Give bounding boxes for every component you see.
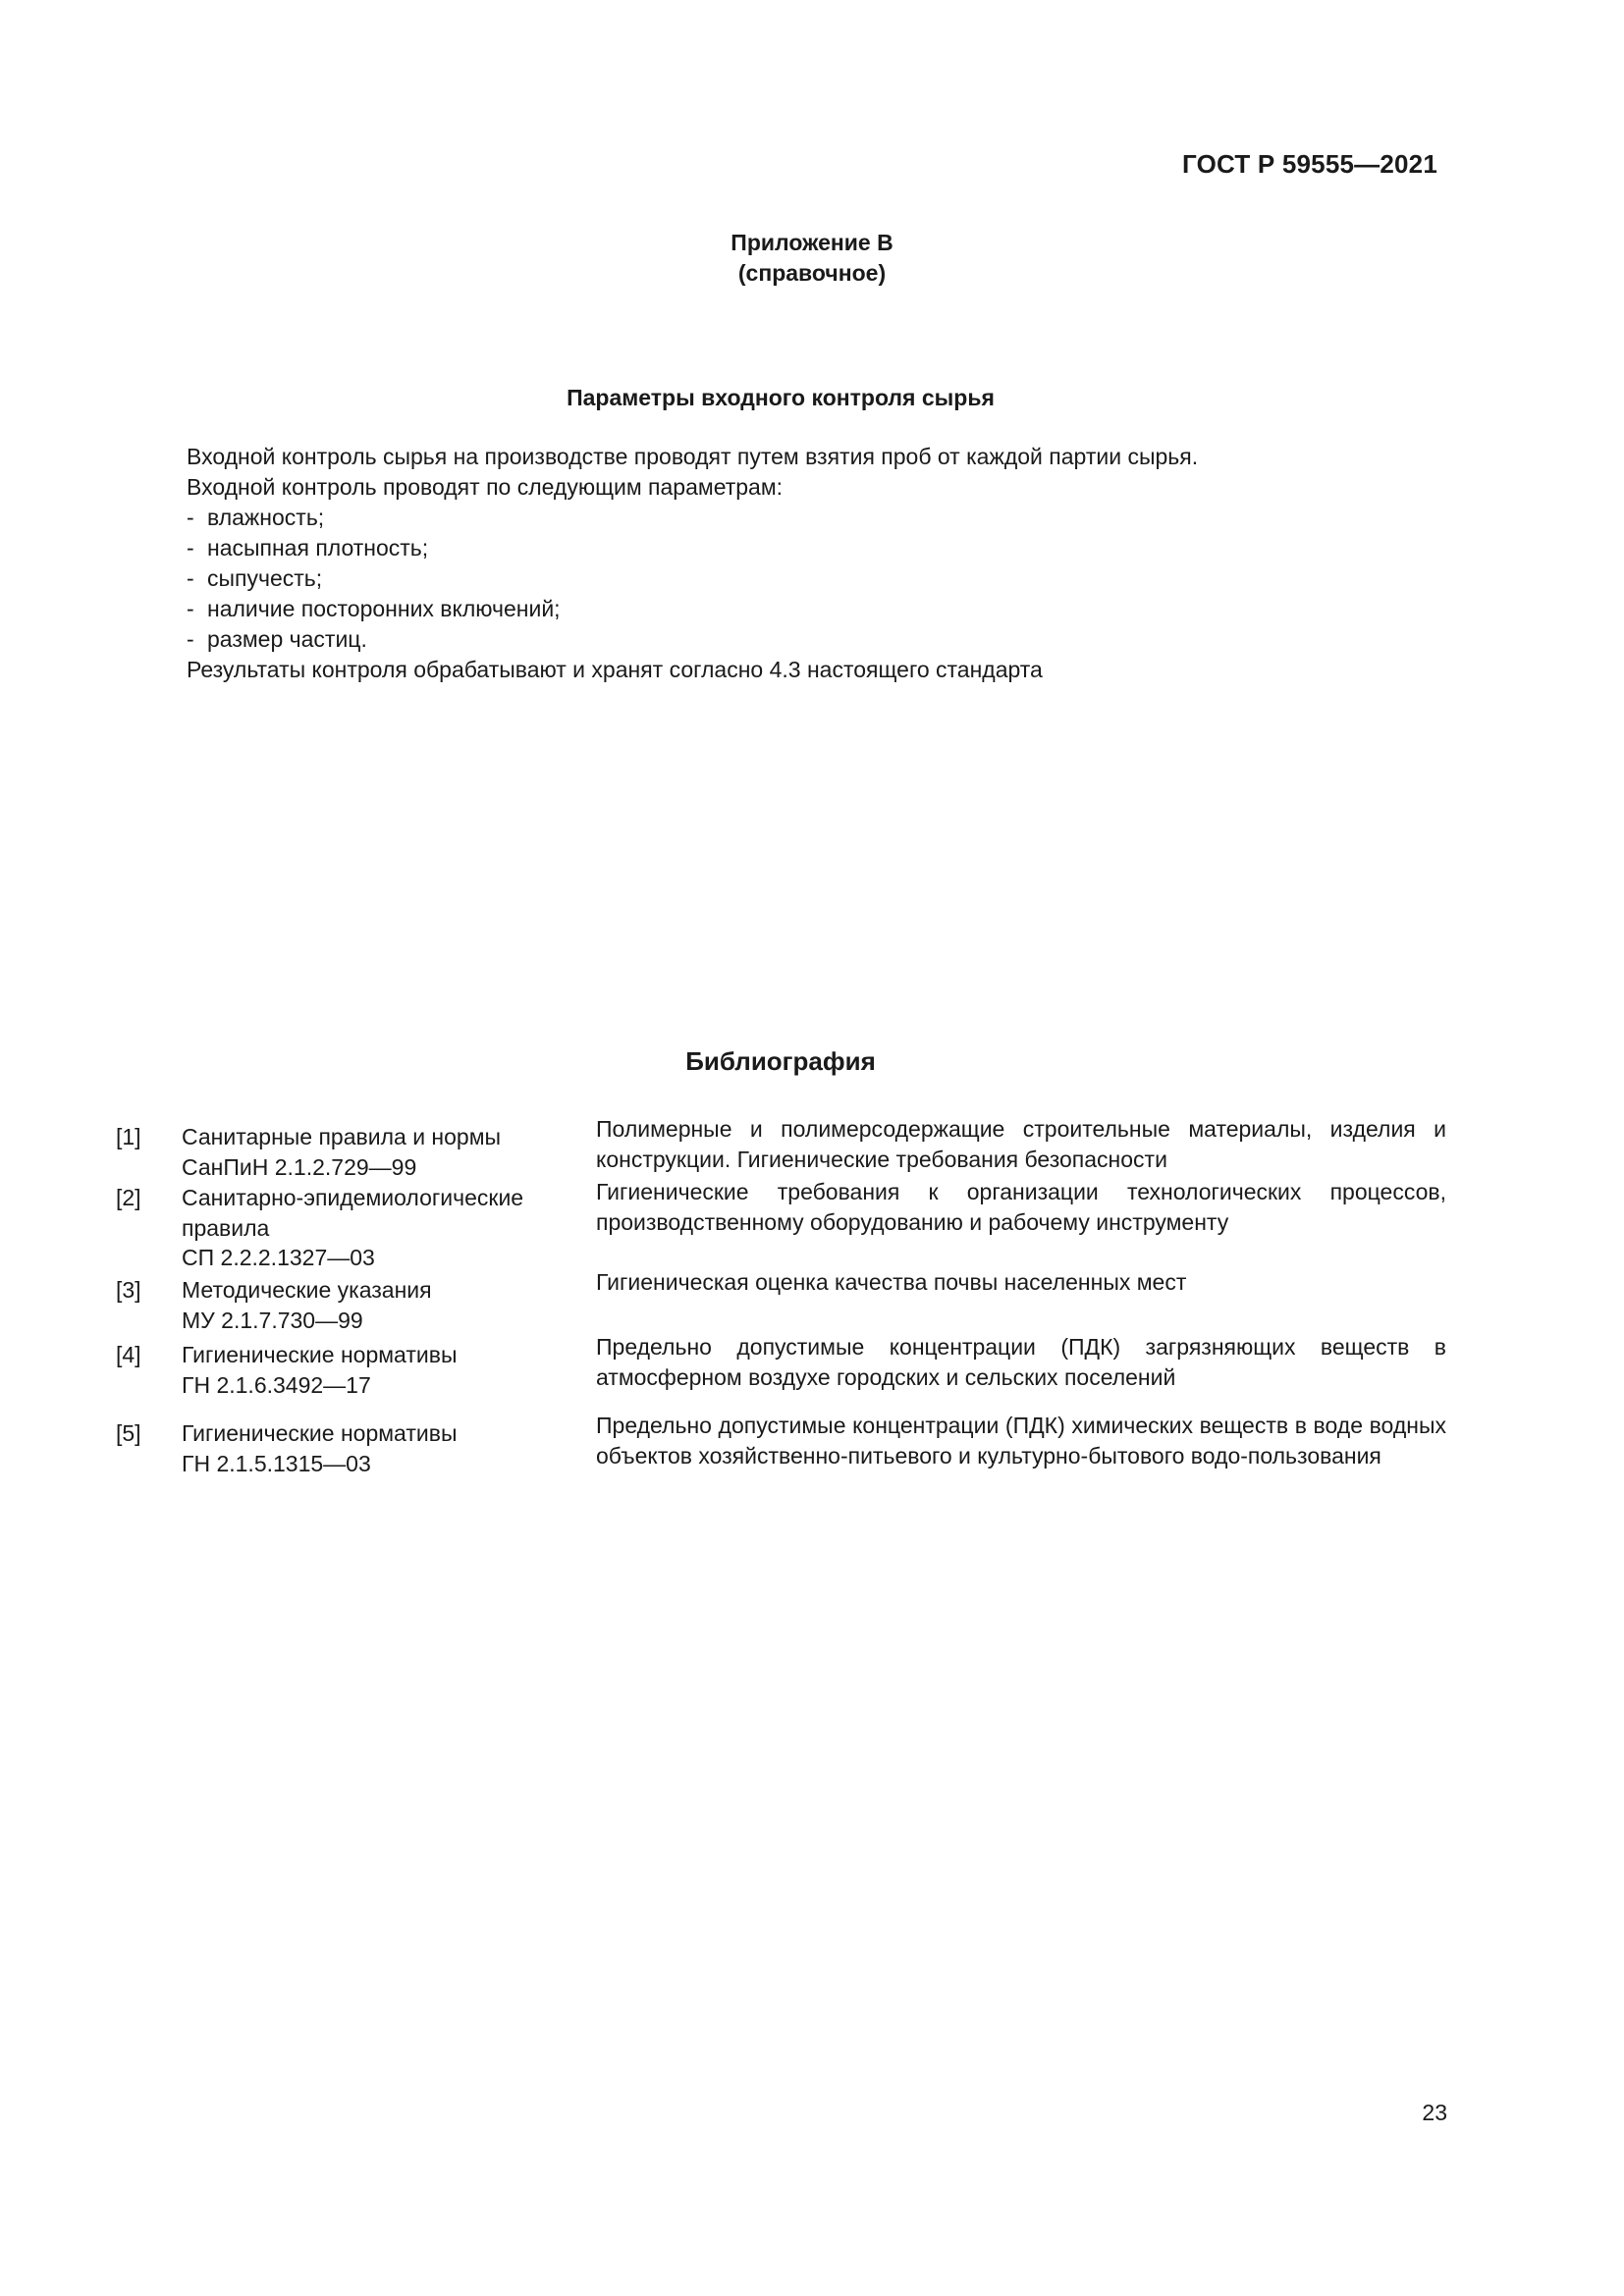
- entry-number: [3]: [116, 1277, 141, 1303]
- list-item: - влажность;: [187, 503, 1453, 533]
- list-item: - насыпная плотность;: [187, 533, 1453, 563]
- list-item: - размер частиц.: [187, 624, 1453, 655]
- list-marker: -: [187, 596, 194, 621]
- entry-number: [5]: [116, 1420, 141, 1446]
- standard-code: ГОСТ Р 59555—2021: [1182, 149, 1437, 179]
- list-item: - наличие посторонних включений;: [187, 594, 1453, 624]
- page-number: 23: [1422, 2100, 1447, 2125]
- section-title: Параметры входного контроля сырья: [567, 385, 995, 410]
- entry-number: [4]: [116, 1342, 141, 1367]
- list-marker: -: [187, 565, 194, 591]
- entry-title: Предельно допустимые концентрации (ПДК) химических веществ в воде водных объектов хозяйственно-питьевого и культурно-бытового водо-пользования: [596, 1413, 1446, 1468]
- list-marker: -: [187, 535, 194, 561]
- entry-source: Санитарные правила и нормы СанПиН 2.1.2.729—99: [182, 1124, 502, 1180]
- entry-title: Полимерные и полимерсодержащие строительные материалы, изделия и конструкции. Гигиенические требования безопасности: [596, 1116, 1446, 1172]
- appendix-title: Приложение В: [731, 230, 893, 255]
- appendix-heading: [0, 228, 1624, 289]
- closing-paragraph: Результаты контроля обрабатывают и хранят согласно 4.3 настоящего стандарта: [187, 657, 1043, 682]
- intro-paragraph-1: Входной контроль сырья на производстве проводят путем взятия проб от каждой партии сырья.: [187, 444, 1199, 469]
- entry-number: [1]: [116, 1124, 141, 1149]
- entry-source: Санитарно-эпидемиологические правила СП 2.2.2.1327—03: [182, 1185, 524, 1270]
- list-item: - сыпучесть;: [187, 563, 1453, 594]
- list-marker: -: [187, 626, 194, 652]
- section-body: [187, 442, 1453, 685]
- intro-paragraph-2: Входной контроль проводят по следующим параметрам:: [187, 474, 784, 500]
- appendix-subtitle: (справочное): [737, 260, 887, 286]
- entry-number: [2]: [116, 1185, 141, 1210]
- entry-title: Гигиенические требования к организации технологических процессов, производственному оборудованию и рабочему инструменту: [596, 1179, 1446, 1235]
- entry-source: Гигиенические нормативы ГН 2.1.5.1315—03: [182, 1420, 458, 1476]
- entry-source: Методические указания МУ 2.1.7.730—99: [182, 1277, 432, 1333]
- entry-title: Предельно допустимые концентрации (ПДК) загрязняющих веществ в атмосферном воздухе городских и сельских поселений: [596, 1334, 1446, 1390]
- list-marker: -: [187, 505, 194, 530]
- entry-title: Гигиеническая оценка качества почвы населенных мест: [596, 1269, 1187, 1295]
- parameter-list: [187, 503, 1453, 655]
- bibliography-title: Библиография: [685, 1046, 876, 1076]
- entry-source: Гигиенические нормативы ГН 2.1.6.3492—17: [182, 1342, 458, 1398]
